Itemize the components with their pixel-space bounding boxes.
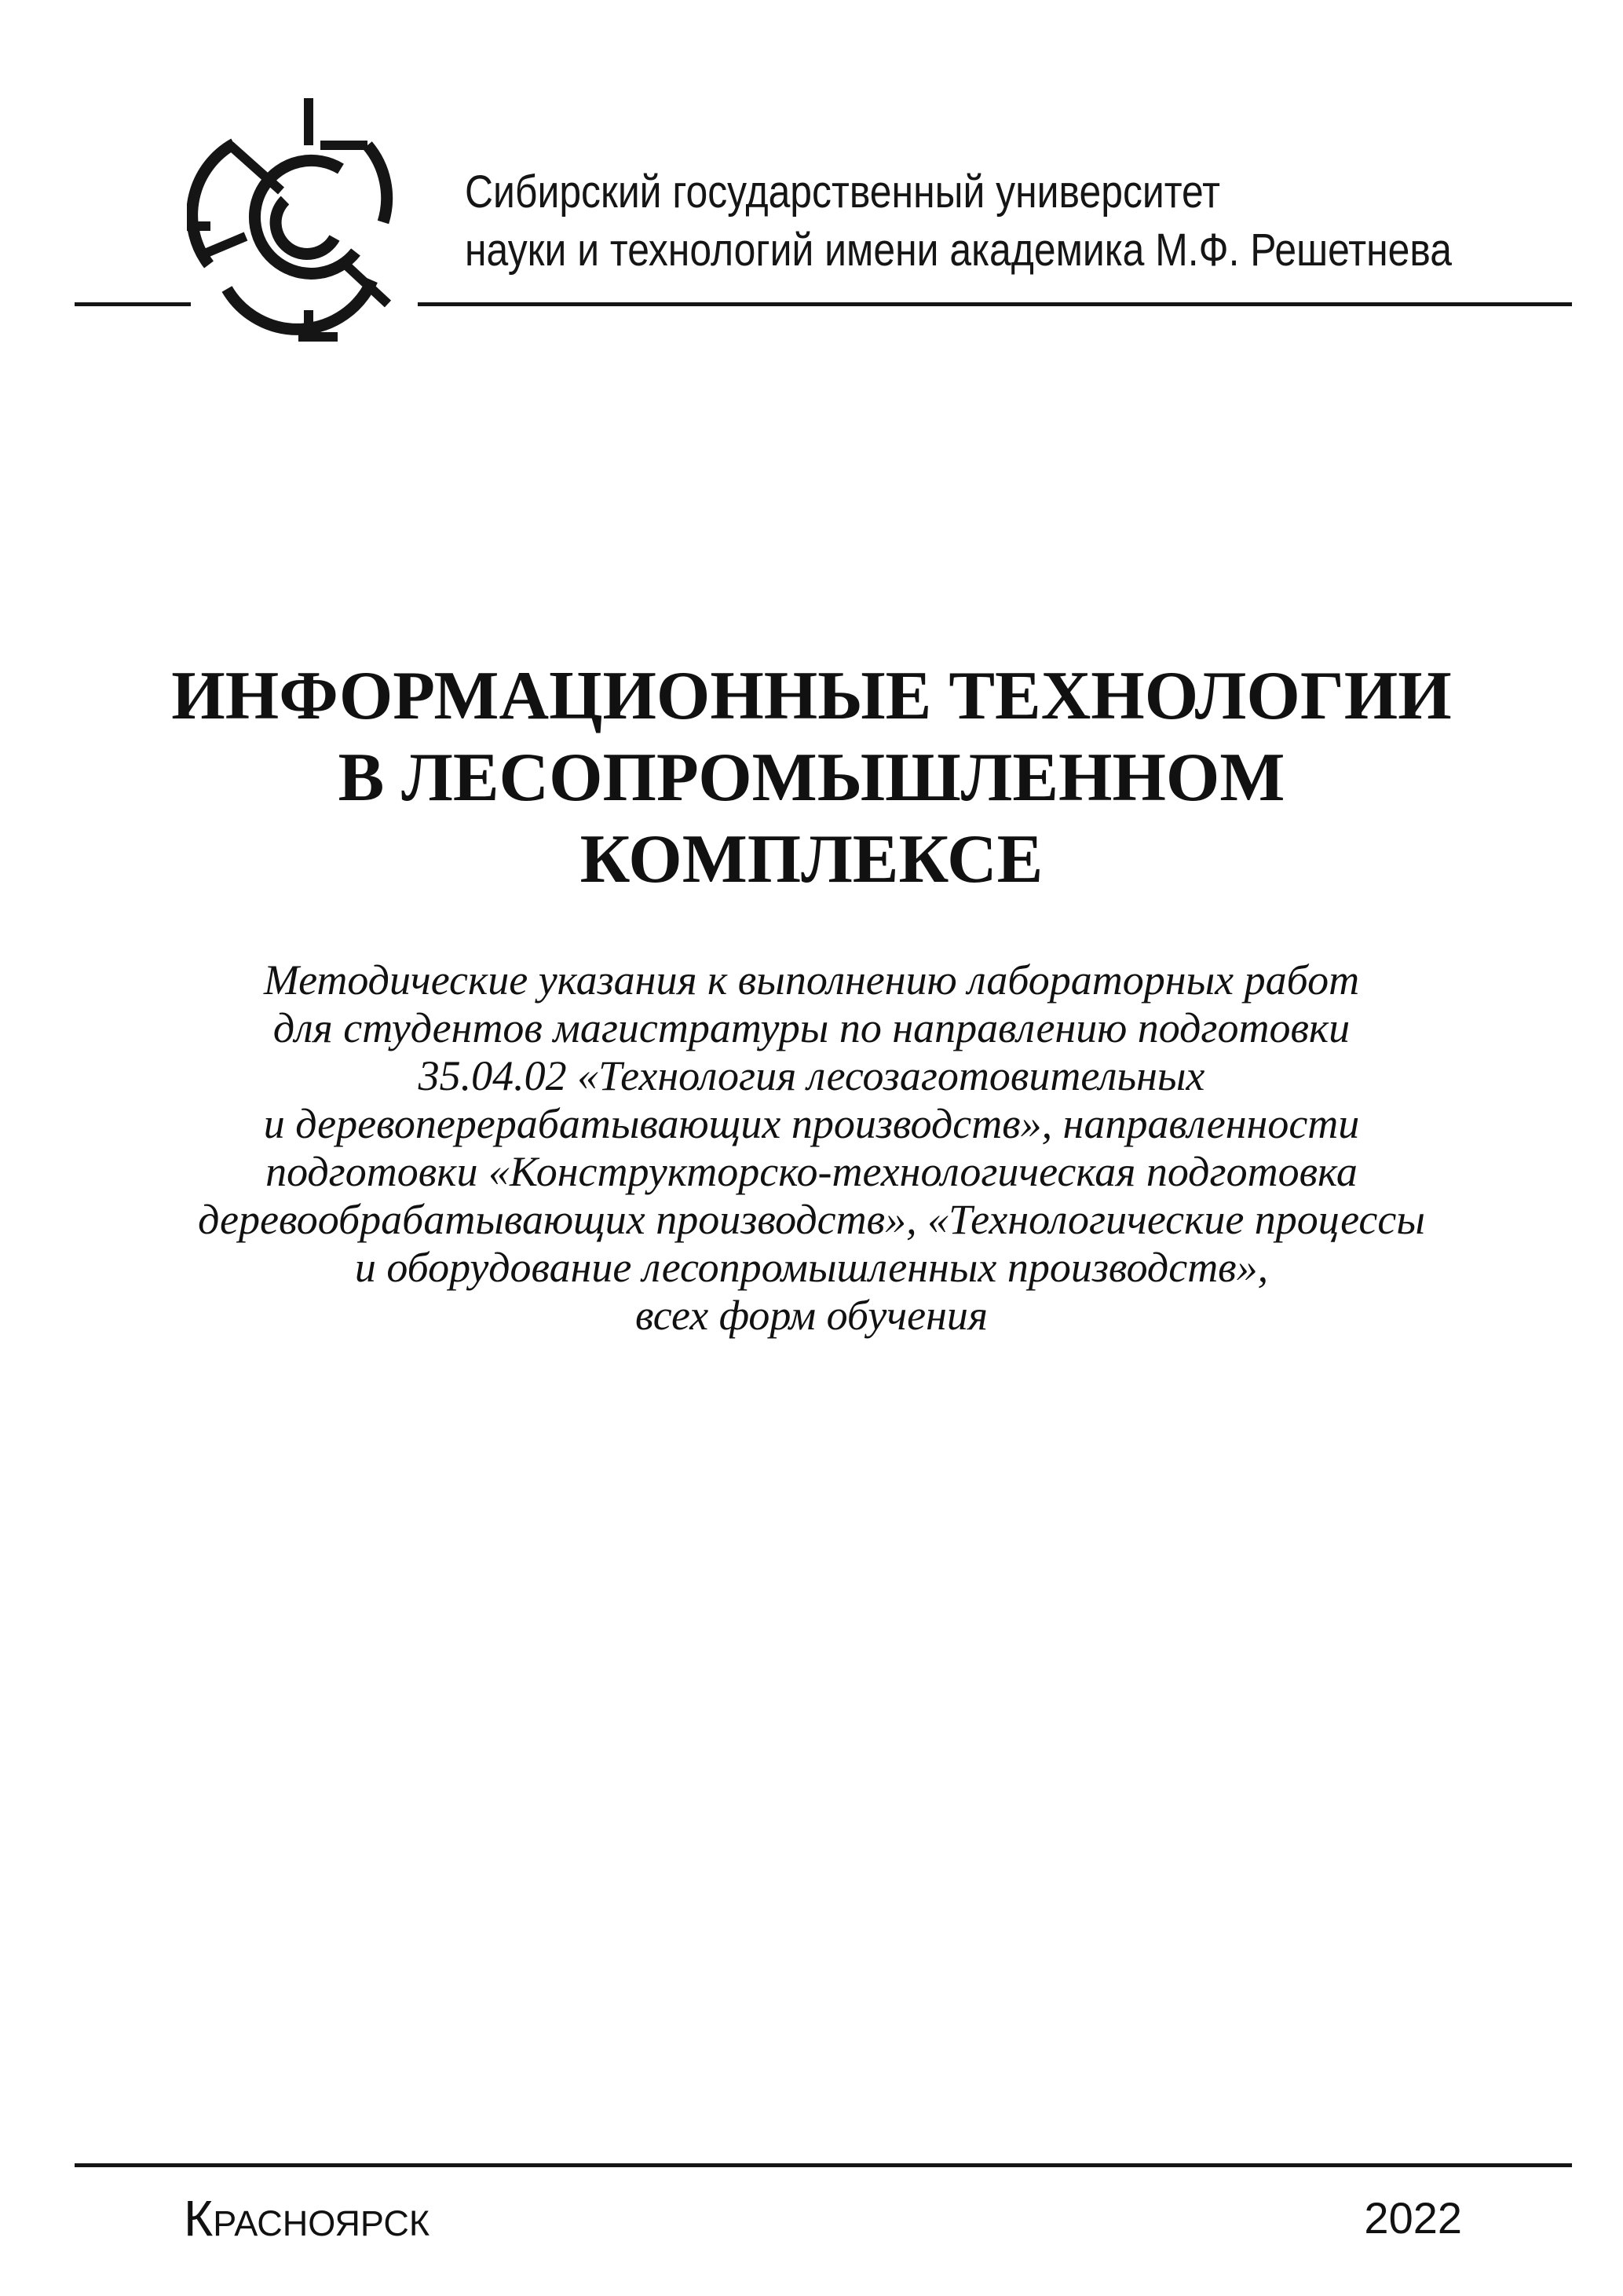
footer-rule	[75, 2163, 1572, 2167]
header-rule-left	[75, 302, 191, 306]
header-rule-right	[418, 302, 1572, 306]
document-subtitle	[0, 956, 1623, 1340]
subtitle-line-8: всех форм обучения	[635, 1292, 988, 1339]
document-title	[0, 656, 1623, 901]
university-name	[465, 163, 1452, 280]
university-logo-icon	[187, 98, 399, 342]
subtitle-line-5: подготовки «Конструкторско-технологическая подготовка	[265, 1148, 1358, 1195]
university-name-line-1: Сибирский государственный университет	[465, 166, 1220, 218]
university-name-line-2: науки и технологий имени академика М.Ф. Решетнева	[465, 225, 1453, 276]
title-line-2: В ЛЕСОПРОМЫШЛЕННОМ	[338, 740, 1285, 816]
subtitle-line-1: Методические указания к выполнению лабораторных работ	[263, 956, 1360, 1004]
subtitle-line-6: деревообрабатывающих производств», «Технологические процессы	[198, 1196, 1425, 1243]
publication-year: 2022	[1364, 2193, 1462, 2243]
subtitle-line-2: для студентов магистратуры по направлению подготовки	[272, 1004, 1351, 1051]
publication-city: Красноярск	[184, 2190, 430, 2247]
title-line-3: КОМПЛЕКСЕ	[579, 821, 1044, 898]
subtitle-line-7: и оборудование лесопромышленных производств»,	[354, 1244, 1269, 1291]
title-line-1: ИНФОРМАЦИОННЫЕ ТЕХНОЛОГИИ	[171, 658, 1452, 734]
subtitle-line-4: и деревоперерабатывающих производств», направленности	[263, 1100, 1360, 1147]
subtitle-line-3: 35.04.02 «Технология лесозаготовительных	[418, 1052, 1205, 1099]
